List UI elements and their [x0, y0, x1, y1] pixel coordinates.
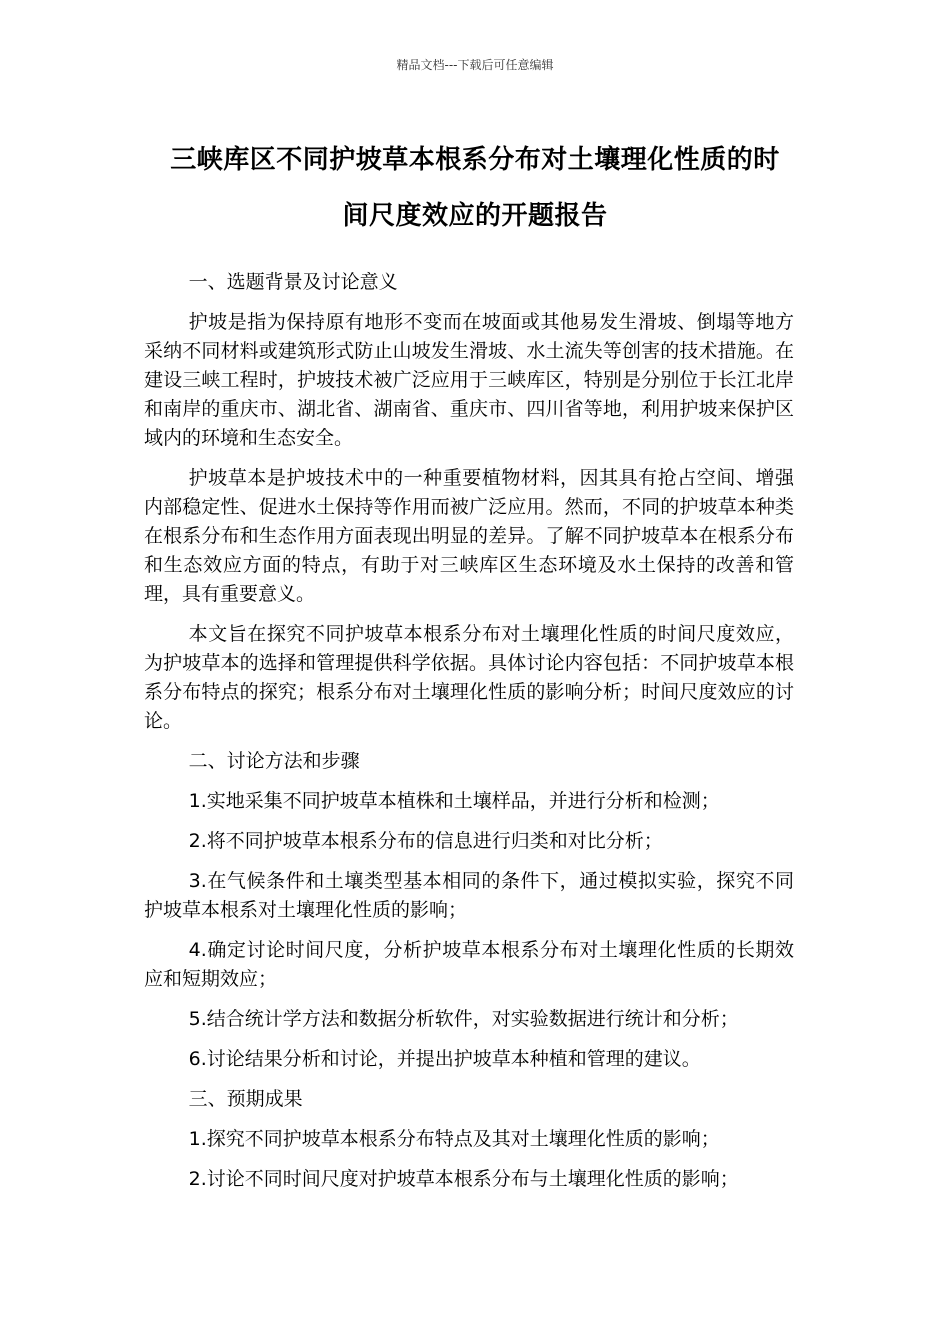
section-heading-expected-results: 三、预期成果 — [188, 1088, 303, 1110]
paragraph-herb-importance: 护坡草本是护坡技术中的一种重要植物材料，因其具有抢占空间、增强内部稳定性、促进水土保持等作用而被广泛应用。然而，不同的护坡草本种类在根系分布和生态作用方面表现出明显的差异。了解不同护坡草本在根系分布和生态效应方面的特点，有助于对三峡库区生态环境及水土保持的改善和管理，具有重要意义。 — [144, 467, 794, 605]
expected-result-item: 1.探究不同护坡草本根系分布特点及其对土壤理化性质的影响； — [188, 1128, 720, 1150]
title-line-2: 间尺度效应的开题报告 — [342, 201, 608, 231]
section-heading-background: 一、选题背景及讨论意义 — [188, 271, 398, 293]
method-step-item: 6.讨论结果分析和讨论，并提出护坡草本种植和管理的建议。 — [188, 1048, 701, 1070]
method-step-item: 5.结合统计学方法和数据分析软件，对实验数据进行统计和分析； — [188, 1008, 739, 1030]
method-step-item: 2.将不同护坡草本根系分布的信息进行归类和对比分析； — [188, 830, 663, 852]
document-body — [144, 268, 794, 1205]
method-step-item: 1.实地采集不同护坡草本植株和土壤样品，并进行分析和检测； — [188, 790, 720, 812]
header-note: 精品文档---下载后可任意编辑 — [396, 58, 554, 72]
paragraph-slope-protection: 护坡是指为保持原有地形不变而在坡面或其他易发生滑坡、倒塌等地方采纳不同材料或建筑形式防止山坡发生滑坡、水土流失等创害的技术措施。在建设三峡工程时，护坡技术被广泛应用于三峡库区，特别是分别位于长江北岸和南岸的重庆市、湖北省、湖南省、重庆市、四川省等地，利用护坡来保护区域内的环境和生态安全。 — [144, 311, 794, 449]
method-step-item: 4.确定讨论时间尺度，分析护坡草本根系分布对土壤理化性质的长期效应和短期效应； — [144, 939, 794, 990]
method-step-item: 3.在气候条件和土壤类型基本相同的条件下，通过模拟实验，探究不同护坡草本根系对土壤理化性质的影响； — [144, 870, 794, 921]
expected-result-item: 2.讨论不同时间尺度对护坡草本根系分布与土壤理化性质的影响； — [188, 1168, 739, 1190]
document-title — [140, 132, 810, 244]
title-line-1: 三峡库区不同护坡草本根系分布对土壤理化性质的时 — [170, 145, 780, 175]
paragraph-research-aim: 本文旨在探究不同护坡草本根系分布对土壤理化性质的时间尺度效应，为护坡草本的选择和管理提供科学依据。具体讨论内容包括：不同护坡草本根系分布特点的探究；根系分布对土壤理化性质的影响分析；时间尺度效应的讨论。 — [144, 623, 794, 732]
section-heading-methods: 二、讨论方法和步骤 — [188, 750, 360, 772]
